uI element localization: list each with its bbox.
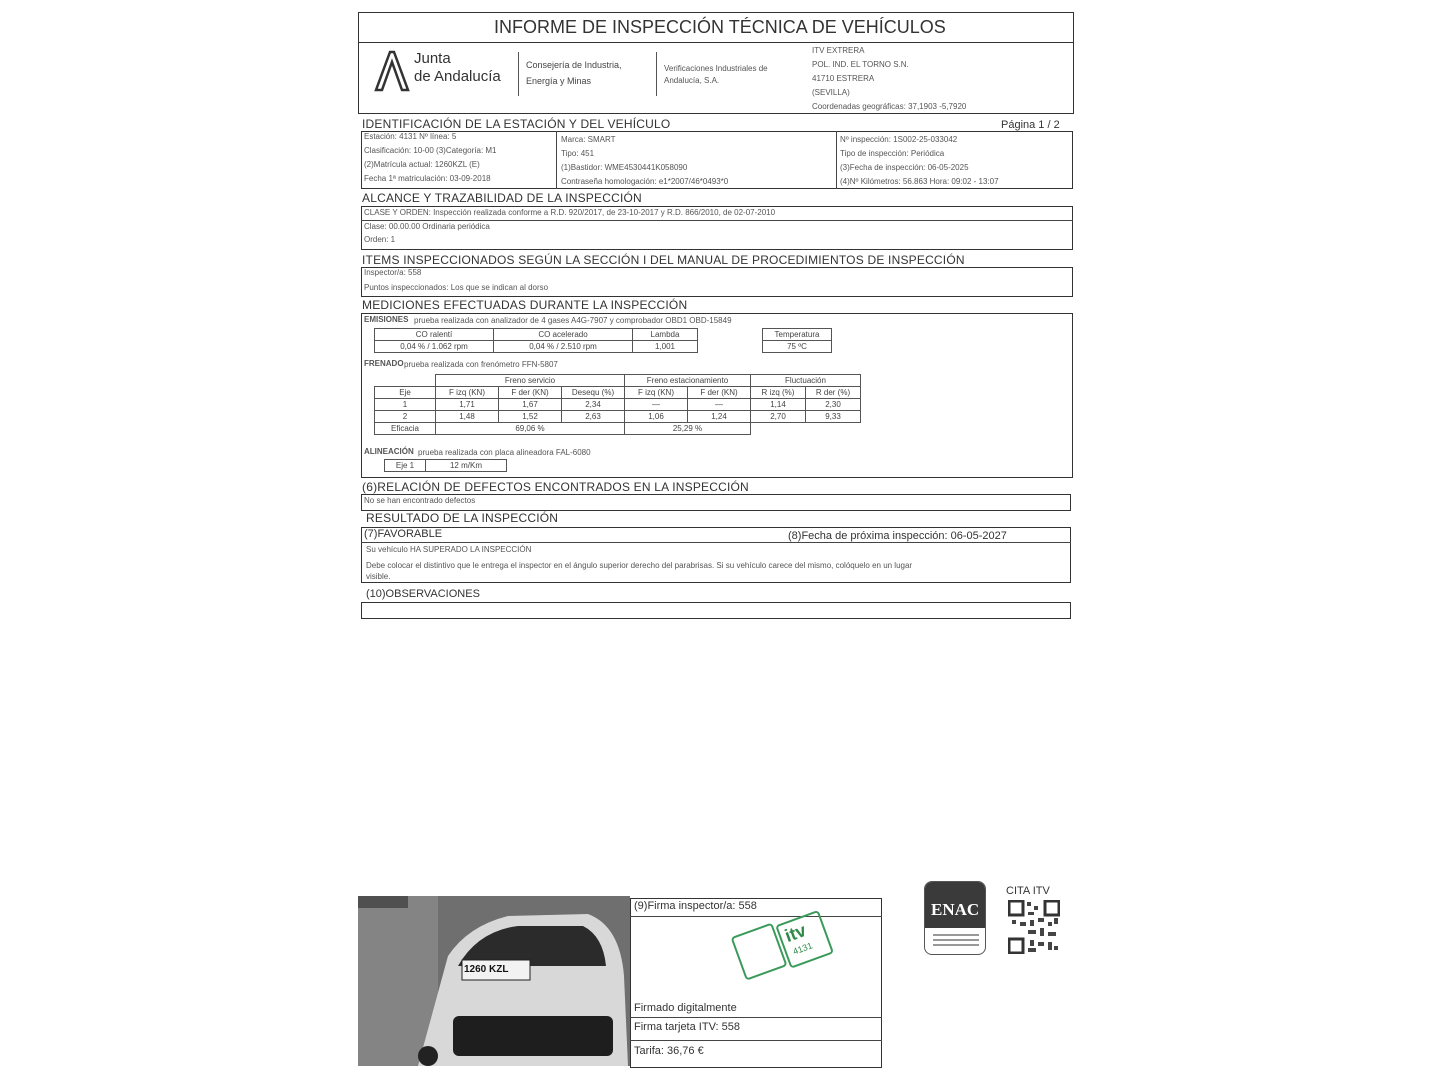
items-heading: ITEMS INSPECCIONADOS SEGÚN LA SECCIÓN I DEL MANUAL DE PROCEDIMIENTOS DE INSPECCIÓN — [362, 253, 965, 267]
ident-col1-line2: Clasificación: 10-00 (3)Categoría: M1 — [364, 146, 497, 155]
firma-rule-3 — [630, 1040, 882, 1041]
entidad-line-1: Verificaciones Industriales de — [664, 64, 768, 73]
defectos-text: No se han encontrado defectos — [364, 496, 476, 505]
station-line-4: (SEVILLA) — [812, 88, 850, 97]
ident-col2-line4: Contraseña homologación: e1*2007/46*0493*0 — [561, 177, 729, 186]
resultado-line-3: visible. — [366, 572, 391, 581]
frenado-row-eje-1 — [375, 399, 861, 411]
resultado-line-2: Debe colocar el distintivo que le entrega el inspector en el ángulo superior derecho del parabrisas. Si su vehículo carece del mismo, colóquelo en un lugar — [366, 561, 913, 570]
station-line-3: 41710 ESTRERA — [812, 74, 875, 83]
stamp-itv-text: itv — [782, 920, 809, 947]
station-line-2: POL. IND. EL TORNO S.N. — [812, 60, 909, 69]
ident-col1-line1: Estación: 4131 Nº línea: 5 — [364, 132, 457, 141]
defectos-heading: (6)RELACIÓN DE DEFECTOS ENCONTRADOS EN LA INSPECCIÓN — [362, 480, 749, 494]
emisiones-value-row — [375, 341, 832, 353]
items-box — [361, 267, 1073, 297]
frenado-cell: 1 — [375, 399, 436, 411]
emisiones-value-lambda: 1,001 — [633, 341, 698, 353]
frenado-cell: — — [625, 399, 688, 411]
ident-col2-line2: Tipo: 451 — [561, 149, 595, 158]
enac-text-lines — [933, 934, 979, 936]
frenado-header-fizq-servicio: F izq (KN) — [436, 387, 499, 399]
frenado-header-fder-servicio: F der (KN) — [499, 387, 562, 399]
frenado-cell: 2 — [375, 411, 436, 423]
cita-itv-label: CITA ITV — [1006, 885, 1050, 897]
frenado-header-rizq: R izq (%) — [751, 387, 806, 399]
stamp-code: 4131 — [791, 940, 814, 957]
emisiones-value-co-acelerado: 0,04 % / 2.510 rpm — [494, 341, 633, 353]
frenado-cell: — — [688, 399, 751, 411]
items-line-1: Inspector/a: 558 — [364, 268, 422, 277]
alcance-line-3: Orden: 1 — [364, 235, 396, 244]
frenado-cell: 1,24 — [688, 411, 751, 423]
frenado-cell: 1,67 — [499, 399, 562, 411]
resultado-line-1: Su vehículo HA SUPERADO LA INSPECCIÓN — [366, 545, 532, 554]
vehicle-plate: 1260 KZL — [464, 964, 509, 975]
cita-qr-code — [1008, 900, 1060, 959]
logo-line-1: Junta — [414, 50, 451, 67]
station-line-5: Coordenadas geográficas: 37,1903 -5,7920 — [812, 102, 967, 111]
alineacion-eje: Eje 1 — [385, 460, 426, 472]
frenado-row-eje-2 — [375, 411, 861, 423]
emisiones-header-lambda: Lambda — [633, 329, 698, 341]
page-number: Página 1 / 2 — [1001, 119, 1060, 131]
resultado-next-inspection: (8)Fecha de próxima inspección: 06-05-2027 — [788, 530, 1007, 542]
alineacion-text: prueba realizada con placa alineadora FAL-6080 — [418, 448, 591, 457]
eficacia-estacionamiento: 25,29 % — [625, 423, 751, 435]
car-rear-image — [358, 896, 630, 1066]
consejeria-line-1: Consejería de Industria, — [526, 60, 622, 70]
emisiones-header-row — [375, 329, 832, 341]
junta-logo — [372, 48, 412, 97]
frenado-cell: 2,34 — [562, 399, 625, 411]
frenado-cell: 1,14 — [751, 399, 806, 411]
firma-rule-1 — [630, 916, 882, 917]
alcance-line-2: Clase: 00.00.00 Ordinaria periódica — [364, 222, 490, 231]
frenado-cell: 1,06 — [625, 411, 688, 423]
ident-col3-line3: (3)Fecha de inspección: 06-05-2025 — [840, 163, 969, 172]
alcance-heading: ALCANCE Y TRAZABILIDAD DE LA INSPECCIÓN — [362, 191, 642, 205]
frenado-header-desequilibrio: Desequ (%) — [562, 387, 625, 399]
frenado-cell: 2,30 — [806, 399, 861, 411]
frenado-group-fluctuacion: Fluctuación — [751, 375, 861, 387]
frenado-cell: 2,70 — [751, 411, 806, 423]
entidad-line-2: Andalucía, S.A. — [664, 76, 720, 85]
frenado-header-fizq-estac: F izq (KN) — [625, 387, 688, 399]
ident-col3-line1: Nº inspección: 1S002-25-033042 — [840, 135, 958, 144]
frenado-group-row — [375, 375, 861, 387]
frenado-header-rder: R der (%) — [806, 387, 861, 399]
ident-col1-line4: Fecha 1ª matriculación: 03-09-2018 — [364, 174, 491, 183]
frenado-text: prueba realizada con frenómetro FFN-5807 — [404, 360, 558, 369]
resultado-heading: RESULTADO DE LA INSPECCIÓN — [366, 511, 559, 525]
header-divider-1 — [518, 52, 519, 96]
frenado-eficacia-row — [375, 423, 861, 435]
emisiones-header-co-acelerado: CO acelerado — [494, 329, 633, 341]
resultado-status: (7)FAVORABLE — [364, 528, 443, 540]
alcance-line-1: CLASE Y ORDEN: Inspección realizada conforme a R.D. 920/2017, de 23-10-2017 y R.D. 866/2010, de 02-07-2010 — [364, 208, 776, 217]
alineacion-label: ALINEACIÓN — [364, 447, 414, 456]
ident-col1-line3: (2)Matrícula actual: 1260KZL (E) — [364, 160, 480, 169]
frenado-header-row — [375, 387, 861, 399]
firma-rule-2 — [630, 1017, 882, 1018]
ident-col3-line2: Tipo de inspección: Periódica — [840, 149, 945, 158]
mediciones-heading: MEDICIONES EFECTUADAS DURANTE LA INSPECCIÓN — [362, 298, 688, 312]
ident-col2-line3: (1)Bastidor: WME4530441K058090 — [561, 163, 688, 172]
eficacia-label: Eficacia — [375, 423, 436, 435]
frenado-label: FRENADO — [364, 359, 404, 368]
emisiones-header-co-ralenti: CO ralentí — [375, 329, 494, 341]
firma-tarjeta: Firma tarjeta ITV: 558 — [634, 1021, 740, 1033]
frenado-cell: 1,71 — [436, 399, 499, 411]
items-line-2: Puntos inspeccionados: Los que se indican al dorso — [364, 283, 549, 292]
frenado-table — [374, 374, 861, 435]
enac-label: ENAC — [931, 900, 980, 919]
alineacion-value: 12 m/Km — [426, 460, 507, 472]
emisiones-value-co-ralenti: 0,04 % / 1.062 rpm — [375, 341, 494, 353]
emisiones-label: EMISIONES — [364, 315, 409, 324]
firma-inspector: (9)Firma inspector/a: 558 — [634, 900, 757, 912]
ident-col2-line1: Marca: SMART — [561, 135, 616, 144]
eficacia-servicio: 69,06 % — [436, 423, 625, 435]
frenado-group-estacionamiento: Freno estacionamiento — [625, 375, 751, 387]
identificacion-heading: IDENTIFICACIÓN DE LA ESTACIÓN Y DEL VEHÍCULO — [362, 117, 671, 131]
emisiones-text: prueba realizada con analizador de 4 gases A4G-7907 y comprobador OBD1 OBD-15849 — [414, 316, 732, 325]
alineacion-table — [384, 459, 507, 472]
frenado-cell: 1,48 — [436, 411, 499, 423]
alineacion-row — [385, 460, 507, 472]
logo-line-2: de Andalucía — [414, 68, 501, 85]
firma-tarifa: Tarifa: 36,76 € — [634, 1045, 704, 1057]
header-divider-2 — [656, 52, 657, 96]
ident-col3-line4: (4)Nº Kilómetros: 56.863 Hora: 09:02 - 13:07 — [840, 177, 999, 186]
observaciones-heading: (10)OBSERVACIONES — [366, 588, 480, 600]
junta-logo-icon — [372, 48, 412, 92]
resultado-rule — [361, 542, 1071, 543]
enac-badge — [924, 881, 986, 955]
observaciones-box — [361, 602, 1071, 619]
frenado-cell: 9,33 — [806, 411, 861, 423]
frenado-cell: 1,52 — [499, 411, 562, 423]
alcance-rule — [361, 220, 1073, 221]
frenado-header-fder-estac: F der (KN) — [688, 387, 751, 399]
frenado-group-servicio: Freno servicio — [436, 375, 625, 387]
consejeria-line-2: Energía y Minas — [526, 76, 592, 86]
emisiones-table — [374, 328, 832, 353]
ident-divider-1 — [556, 131, 557, 189]
qr-code-icon — [1008, 900, 1060, 954]
frenado-header-eje: Eje — [375, 387, 436, 399]
emisiones-header-temperatura: Temperatura — [763, 329, 832, 341]
ident-divider-2 — [836, 131, 837, 189]
vehicle-photo — [358, 896, 630, 1066]
emisiones-value-temperatura: 75 ºC — [763, 341, 832, 353]
document-title: INFORME DE INSPECCIÓN TÉCNICA DE VEHÍCULOS — [494, 17, 946, 37]
firma-digital: Firmado digitalmente — [634, 1002, 737, 1014]
station-line-1: ITV EXTRERA — [812, 46, 865, 55]
frenado-cell: 2,63 — [562, 411, 625, 423]
